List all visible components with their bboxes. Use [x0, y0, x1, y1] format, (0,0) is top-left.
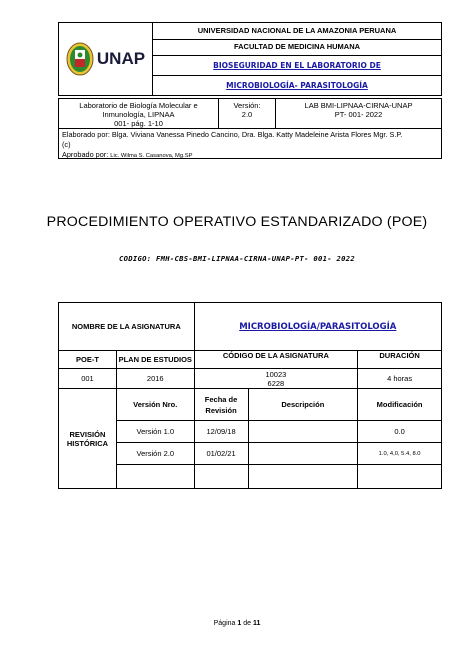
course-name-value-cell — [194, 303, 441, 351]
rev2-descripcion — [248, 443, 358, 465]
version-cell — [219, 99, 276, 129]
document-title: PROCEDIMIENTO OPERATIVO ESTANDARIZADO (POE) — [46, 214, 428, 230]
university-name: UNIVERSIDAD NACIONAL DE LA AMAZONIA PERUANA — [153, 23, 442, 40]
meta-table — [58, 98, 442, 129]
footer-total-pages: 11 — [252, 620, 261, 627]
rev1-descripcion — [248, 421, 358, 443]
bios-line1: BIOSEGURIDAD EN EL LABORATORIO DE — [153, 56, 442, 76]
elaborado-line2: (c) — [62, 140, 71, 149]
rev-header-fecha-line1: Fecha de — [204, 394, 238, 404]
poe-value: 001 — [59, 369, 117, 389]
version-label: Versión: — [233, 101, 261, 110]
course-table — [58, 302, 442, 489]
duracion-value: 4 horas — [358, 369, 442, 389]
table-row — [59, 421, 442, 443]
footer-middle: de — [243, 620, 252, 627]
plan-value: 2016 — [116, 369, 194, 389]
course-name-value: MICROBIOLOGÍA/PARASITOLOGÍA — [239, 321, 397, 332]
logo-cell — [59, 23, 153, 96]
rev2-version: Versión 2.0 — [116, 443, 194, 465]
rev1-version: Versión 1.0 — [116, 421, 194, 443]
rev1-fecha: 12/09/18 — [194, 421, 248, 443]
codigo-line2: 6228 — [267, 378, 285, 388]
rev3-version — [116, 465, 194, 489]
bios-line2: MICROBIOLOGÍA- PARASITOLOGÍA — [153, 76, 442, 96]
aprobado-name: Lic. Wilma S. Casanova, Mg.SP — [110, 153, 193, 159]
logo-text: UNAP — [96, 49, 146, 68]
authors-box — [58, 128, 442, 159]
header-poe: POE-T — [59, 351, 117, 369]
document-code: CODIGO: FMH-CBS-BMI-LIPNAA-CIRNA-UNAP-PT- 001- 2022 — [119, 254, 355, 263]
revision-label-line2: HISTÓRICA — [66, 438, 109, 448]
rev3-descripcion — [248, 465, 358, 489]
table-row — [59, 443, 442, 465]
lab-line3: 001- pág. 1-10 — [114, 119, 163, 128]
rev-header-fecha-line2: Revisión — [205, 405, 237, 415]
faculty-name: FACULTAD DE MEDICINA HUMANA — [153, 39, 442, 56]
unap-shield-icon — [66, 42, 94, 76]
rev-header-descripcion: Descripción — [248, 389, 358, 421]
course-name-label: NOMBRE DE LA ASIGNATURA — [59, 303, 195, 351]
header-table — [58, 22, 442, 96]
lab-line2: Inmunología, LIPNAA — [102, 110, 175, 119]
codigo-value-cell — [194, 369, 358, 389]
rev-header-fecha — [194, 389, 248, 421]
footer-current-page: 1 — [237, 620, 242, 627]
rev2-modificacion: 1.0, 4,0, 5.4, 8.0 — [358, 443, 442, 465]
footer-prefix: Página — [213, 620, 236, 627]
page-footer — [0, 620, 474, 627]
revision-label-line1: REVISIÓN — [69, 429, 106, 439]
codigo-line1: 10023 — [265, 369, 287, 379]
code-cell — [276, 99, 442, 129]
header-plan: PLAN DE ESTUDIOS — [116, 351, 194, 369]
table-row — [59, 465, 442, 489]
code-line1: LAB BMI-LIPNAA-CIRNA-UNAP — [304, 101, 413, 110]
rev1-modificacion: 0.0 — [358, 421, 442, 443]
lab-line1: Laboratorio de Biología Molecular e — [79, 101, 198, 110]
rev-header-version: Versión Nro. — [116, 389, 194, 421]
header-codigo: CÓDIGO DE LA ASIGNATURA — [194, 351, 358, 369]
aprobado-label: Aprobado por: — [62, 150, 109, 159]
rev-header-modificacion: Modificación — [358, 389, 442, 421]
header-duracion: DURACIÓN — [358, 351, 442, 369]
lab-cell — [59, 99, 219, 129]
rev3-fecha — [194, 465, 248, 489]
rev3-modificacion — [358, 465, 442, 489]
code-line2: PT- 001- 2022 — [334, 110, 383, 119]
revision-label-cell — [59, 389, 117, 489]
rev2-fecha: 01/02/21 — [194, 443, 248, 465]
elaborado-line1: Elaborado por: Blga. Viviana Vanessa Pinedo Cancino, Dra. Blga. Katty Madeleine Arista Flores Mgr. S.P. — [62, 130, 403, 139]
version-value: 2.0 — [241, 110, 253, 119]
